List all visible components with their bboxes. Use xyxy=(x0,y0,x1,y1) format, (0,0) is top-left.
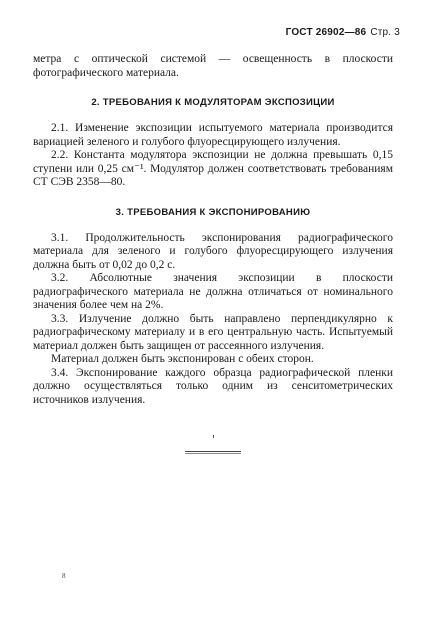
page-number: Стр. 3 xyxy=(370,27,400,38)
section-2-heading: 2. ТРЕБОВАНИЯ К МОДУЛЯТОРАМ ЭКСПОЗИЦИИ xyxy=(91,97,335,108)
document-body xyxy=(33,53,393,459)
separator-line xyxy=(185,451,241,454)
page-header xyxy=(286,27,400,38)
footer-mark: 8 xyxy=(62,572,66,580)
paragraph-3-2: 3.2. Абсолютные значения экспозиции в плоскости радиографического материала не должна отличаться от номинального значения более чем на 2%. xyxy=(33,272,393,311)
paragraph-3-3-note: Материал должен быть экспонирован с обеих сторон. xyxy=(51,353,314,365)
paragraph-3-3: 3.3. Излучение должно быть направлено перпендикулярно к радиографическому материалу и в его центральную часть. Испытуемый материал должен быть защищен от рассеянного излучения. xyxy=(33,312,393,352)
standard-number: ГОСТ 26902—86 xyxy=(285,27,367,38)
separator-tick xyxy=(213,435,214,438)
section-3-heading: 3. ТРЕБОВАНИЯ К ЭКСПОНИРОВАНИЮ xyxy=(115,206,311,218)
intro-paragraph: метра с оптической системой — освещенность в плоскости фотографического материала. xyxy=(33,53,393,79)
paragraph-3-4: 3.4. Экспонирование каждого образца радиографической пленки должно осуществляться только одним из сенситометрических источников излучения. xyxy=(33,366,393,406)
paragraph-2-1: 2.1. Изменение экспозиции испытуемого материала производится вариацией зеленого и голубого флуоресцирующего излучения. xyxy=(33,122,393,148)
paragraph-2-2: 2.2. Константа модулятора экспозиции не должна превышать 0,15 ступени или 0,25 см⁻¹. Модулятор должен соответствовать требованиям СТ СЭВ 2358—80. xyxy=(33,149,393,188)
end-separator xyxy=(33,435,393,459)
paragraph-3-1: 3.1. Продолжительность экспонирования радиографического материала для зеленого и голубого флуоресцирующего излучения должна быть от 0,02 до 0,2 с. xyxy=(33,231,393,271)
